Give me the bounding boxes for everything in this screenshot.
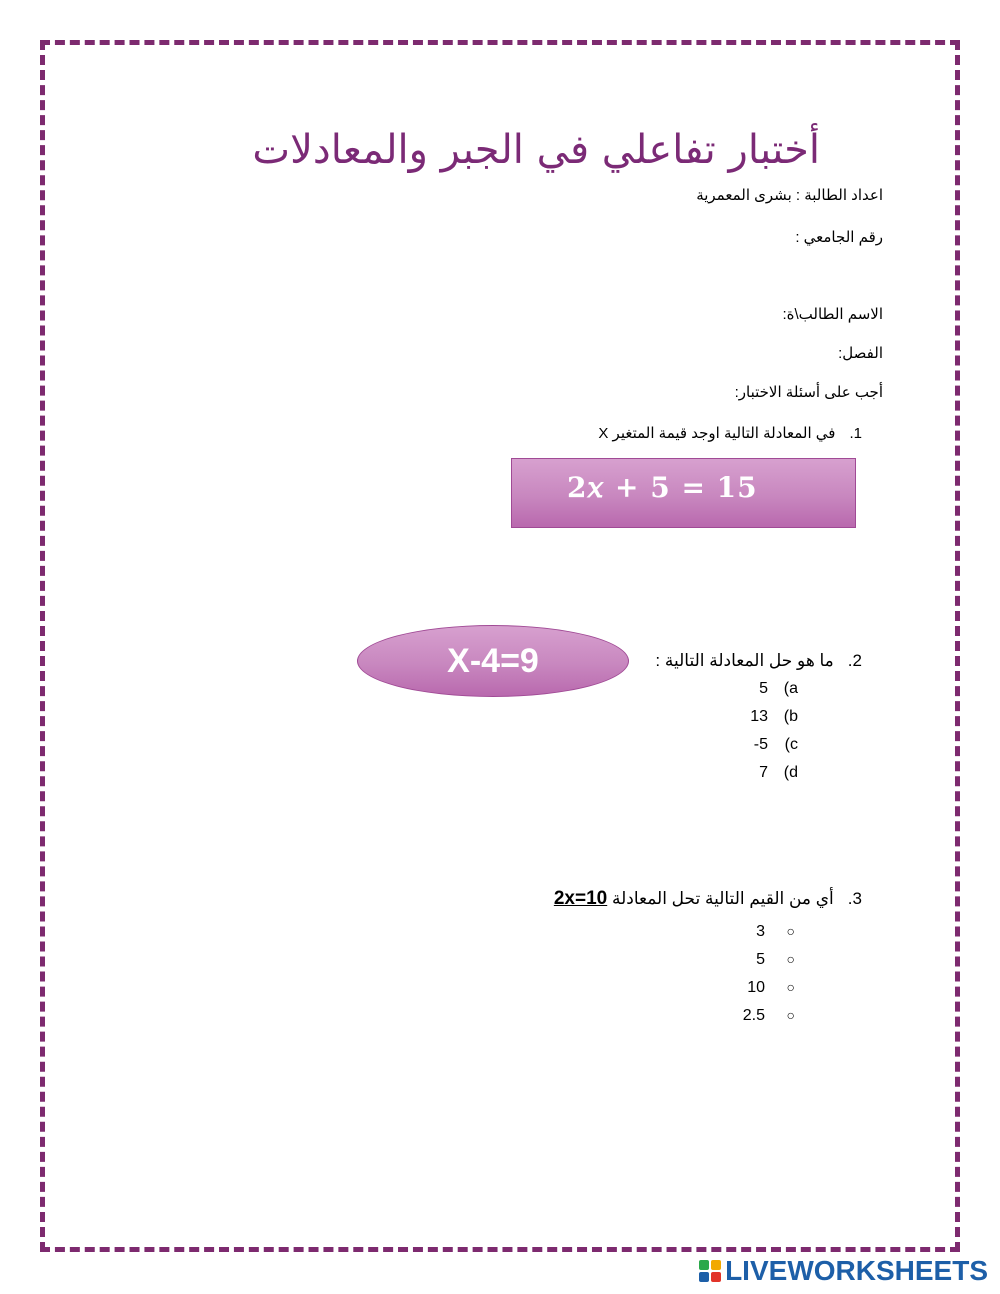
question-3-equation: 2x=10 <box>553 888 608 909</box>
question-1-number: 1. <box>849 425 862 442</box>
option-value: 2.5 <box>742 1007 765 1024</box>
question-2 <box>655 651 862 671</box>
question-2-option-a[interactable] <box>728 680 798 698</box>
question-1-equation-box <box>511 458 856 528</box>
brand-text: LIVEWORKSHEETS <box>725 1255 988 1286</box>
question-3-option-3[interactable] <box>725 979 795 997</box>
option-value: 13 <box>750 708 768 725</box>
radio-circle-icon[interactable]: ○ <box>786 923 795 939</box>
option-label: (d <box>783 764 798 781</box>
instructions: أجب على أسئلة الاختبار: <box>734 384 883 401</box>
option-value: 5 <box>759 680 768 697</box>
question-3-option-2[interactable] <box>725 951 795 969</box>
question-2-option-b[interactable] <box>728 708 798 726</box>
question-2-number: 2. <box>847 651 862 670</box>
student-name-label: الاسم الطالب\ة: <box>782 306 883 323</box>
option-value: -5 <box>753 736 768 753</box>
prepared-by: اعداد الطالبة : بشرى المعمرية <box>696 187 883 204</box>
liveworksheets-brand[interactable] <box>699 1254 988 1288</box>
option-value: 10 <box>747 979 765 996</box>
question-3-option-4[interactable] <box>725 1007 795 1025</box>
university-id-label: رقم الجامعي : <box>795 229 883 246</box>
radio-circle-icon[interactable]: ○ <box>786 1007 795 1023</box>
page-title: أختبار تفاعلي في الجبر والمعادلات <box>252 127 820 173</box>
radio-circle-icon[interactable]: ○ <box>786 979 795 995</box>
question-3-number: 3. <box>847 889 862 908</box>
question-3 <box>554 888 862 910</box>
question-3-text: أي من القيم التالية تحل المعادلة <box>611 889 834 908</box>
option-value: 3 <box>756 923 765 940</box>
question-2-equation: X-4=9 <box>447 641 539 680</box>
question-2-equation-oval <box>357 625 629 697</box>
question-1 <box>598 424 862 442</box>
liveworksheets-logo-icon <box>699 1260 721 1282</box>
option-label: (a <box>783 680 798 697</box>
radio-circle-icon[interactable]: ○ <box>786 951 795 967</box>
question-2-option-c[interactable] <box>728 736 798 754</box>
question-2-text: ما هو حل المعادلة التالية : <box>655 651 834 670</box>
class-label: الفصل: <box>838 345 883 362</box>
question-3-option-1[interactable] <box>725 923 795 941</box>
question-2-option-d[interactable] <box>728 764 798 782</box>
option-label: (b <box>783 708 798 725</box>
option-value: 7 <box>759 764 768 781</box>
question-1-equation: 2𝑥 + 5 = 15 <box>567 471 758 504</box>
option-label: (c <box>784 736 798 753</box>
question-1-text: في المعادلة التالية اوجد قيمة المتغير X <box>598 425 836 442</box>
option-value: 5 <box>756 951 765 968</box>
